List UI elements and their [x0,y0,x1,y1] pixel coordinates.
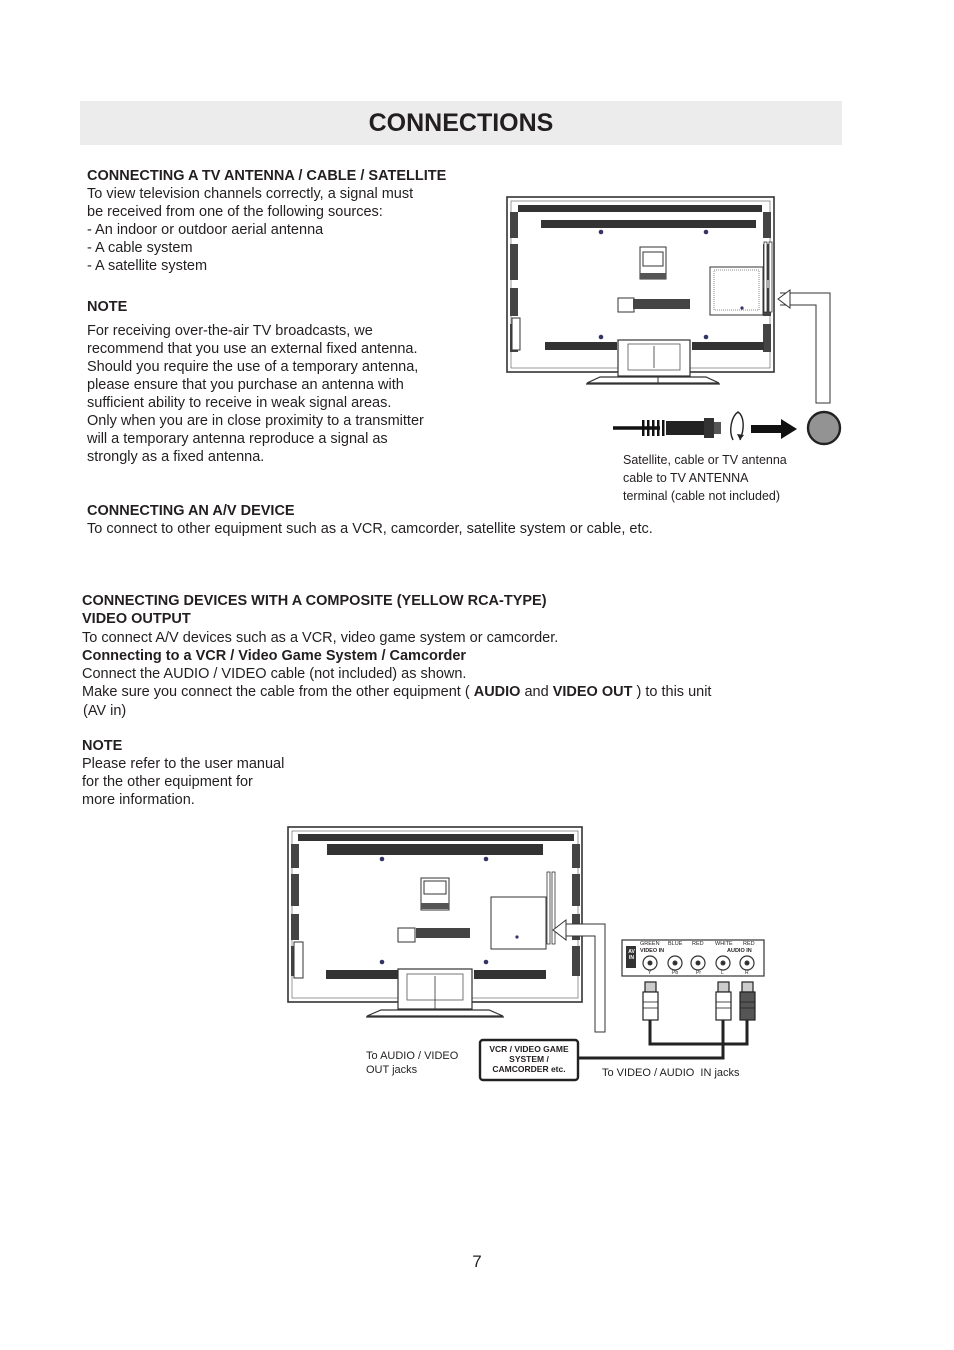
composite-heading-1: CONNECTING DEVICES WITH A COMPOSITE (YELLOW RCA-TYPE) [82,593,547,609]
device-box-label [480,1044,578,1074]
page-title: CONNECTIONS [368,109,554,137]
panel-jack-label: Pb [672,970,679,976]
note-line: For receiving over-the-air TV broadcasts, we [87,323,373,339]
note-line: Only when you are in close proximity to a transmitter [87,413,424,429]
composite-note-heading: NOTE [82,738,123,754]
av-out-caption [366,1049,458,1077]
composite-note-text [82,755,342,809]
note-line: recommend that you use an external fixed antenna. [87,341,418,357]
antenna-note-heading: NOTE [87,299,128,315]
antenna-line: To view television channels correctly, a signal must [87,186,414,202]
audio-label: AUDIO [473,684,521,700]
panel-av-label: AV IN [628,949,635,961]
av-heading: CONNECTING AN A/V DEVICE [87,503,295,519]
title-bar [80,101,842,145]
panel-color-label: RED [743,941,755,947]
video-out-label: VIDEO OUT [552,684,633,700]
av-text: To connect to other equipment such as a VCR, camcorder, satellite system or cable, etc. [87,521,653,537]
composite-intro: To connect A/V devices such as a VCR, video game system or camcorder. [82,630,559,646]
panel-color-label: GREEN [640,941,660,947]
make-sure-post: ) to this unit [636,684,712,700]
note-line: strongly as a fixed antenna. [87,449,265,465]
antenna-line: - A cable system [87,240,193,256]
antenna-heading: CONNECTING A TV ANTENNA / CABLE / SATELLITE [87,168,447,184]
note-line: please ensure that you purchase an antenna with [87,377,404,393]
panel-jack-label: Pr [696,970,701,976]
panel-color-label: RED [692,941,704,947]
panel-jack-label: R [745,970,749,976]
device-box-line: VCR / VIDEO GAME [489,1044,569,1054]
antenna-line: - An indoor or outdoor aerial antenna [87,222,324,238]
and-label: and [524,684,549,700]
tv-antenna-diagram [500,190,850,460]
antenna-line: be received from one of the following sources: [87,204,383,220]
caption-line: To AUDIO / VIDEO [366,1050,459,1062]
panel-video-in: VIDEO IN [640,948,665,954]
caption-line: Satellite, cable or TV antenna [623,453,787,467]
composite-make-sure [82,683,862,701]
note-line: for the other equipment for [82,774,253,790]
antenna-caption [623,451,843,505]
composite-sub-heading: Connecting to a VCR / Video Game System / Camcorder [82,648,467,664]
page-number: 7 [472,1252,482,1271]
note-line: sufficient ability to receive in weak signal areas. [87,395,392,411]
caption-line: cable to TV ANTENNA [623,471,749,485]
antenna-text [87,185,487,275]
panel-jack-label: L [721,970,724,976]
panel-jack-label: Y [648,970,652,976]
panel-color-label: BLUE [668,941,683,947]
note-line: Should you require the use of a temporary antenna, [87,359,419,375]
av-in-caption: To VIDEO / AUDIO IN jacks [602,1067,740,1079]
panel-color-label: WHITE [715,941,733,947]
composite-step: Connect the AUDIO / VIDEO cable (not included) as shown. [82,666,467,682]
antenna-line: - A satellite system [87,258,208,274]
antenna-note-text [87,322,497,466]
note-line: will a temporary antenna reproduce a signal as [87,431,388,447]
device-box-line: CAMCORDER etc. [492,1064,566,1074]
make-sure-pre: Make sure you connect the cable from the other equipment ( [82,684,470,700]
caption-line: OUT jacks [366,1064,418,1076]
device-box-line: SYSTEM / [509,1054,549,1064]
panel-audio-in: AUDIO IN [727,948,752,954]
composite-heading-2: VIDEO OUTPUT [82,611,191,627]
av-in-text: (AV in) [83,703,127,719]
caption-line: terminal (cable not included) [623,489,781,503]
note-line: more information. [82,792,195,808]
note-line: Please refer to the user manual [82,756,285,772]
